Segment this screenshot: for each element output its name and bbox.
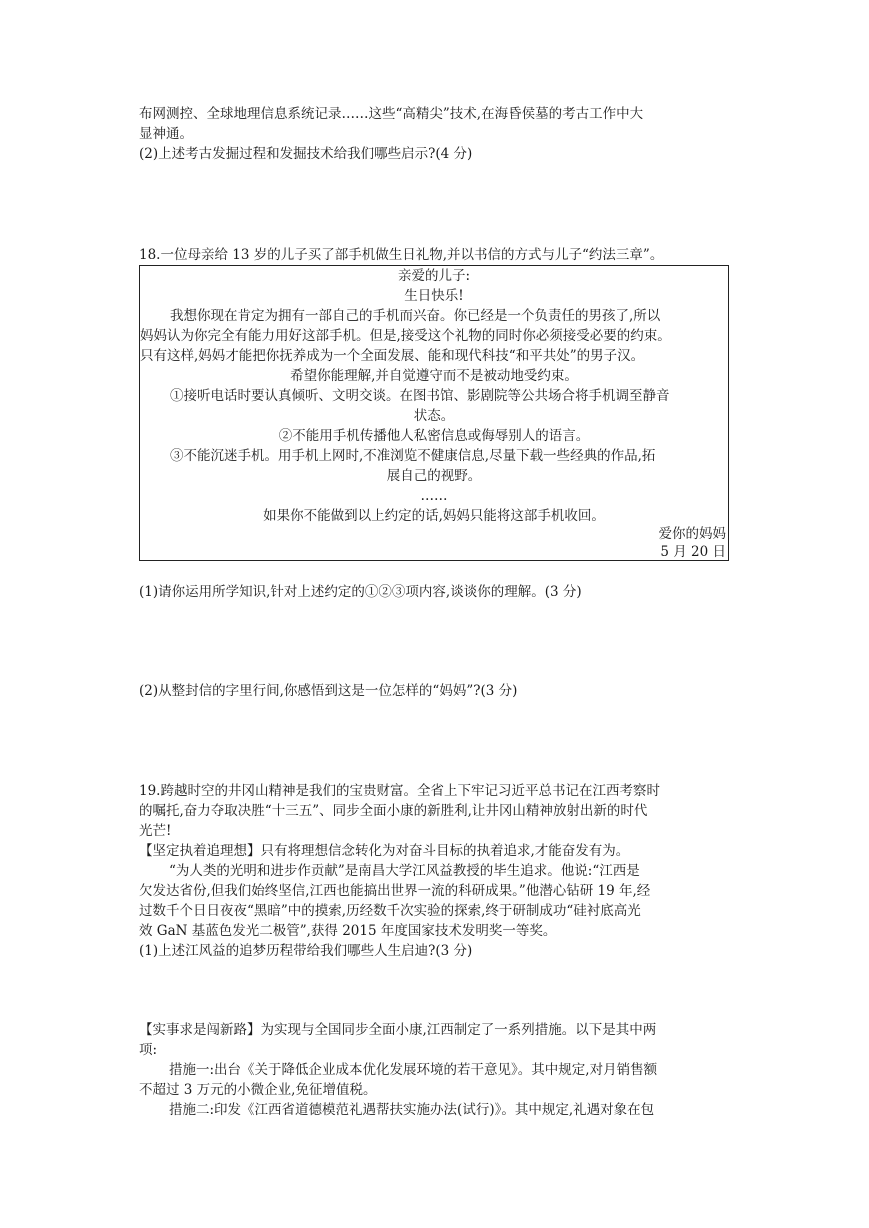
q19-measure-1: 措施一:出台《关于降低企业成本优化发展环境的若干意见》。其中规定,对月销售额 (169, 1062, 658, 1078)
q19-paragraph-line: 效 GaN 基蓝色发光二极管”,获得 2015 年度国家技术发明奖一等奖。 (139, 923, 557, 939)
q17-subquestion-2: (2)上述考古发掘过程和发掘技术给我们哪些启示?(4 分) (139, 146, 473, 162)
q19-subquestion-1: (1)上述江风益的追梦历程带给我们哪些人生启迪?(3 分) (139, 943, 473, 959)
q19-measure-1-cont: 不超过 3 万元的小微企业,免征增值税。 (139, 1082, 377, 1098)
q19-section-heading-2: 【实事求是闯新路】为实现与全国同步全面小康,江西制定了一系列措施。以下是其中两 (139, 1022, 657, 1038)
letter-rule-1-cont: 状态。 (413, 408, 455, 424)
letter-ellipsis: …… (420, 488, 448, 504)
letter-date: 5 月 20 日 (660, 544, 726, 560)
letter-salutation: 亲爱的儿子: (397, 268, 471, 284)
letter-greeting: 生日快乐! (404, 288, 464, 304)
letter-rule-2: ②不能用手机传播他人私密信息或侮辱别人的语言。 (278, 428, 590, 444)
letter-paragraph-line: 妈妈认为你完全有能力用好这部手机。但是,接受这个礼物的同时你必须接受必要的约束。 (140, 328, 671, 344)
q18-subquestion-1: (1)请你运用所学知识,针对上述约定的①②③项内容,谈谈你的理解。(3 分) (139, 584, 582, 600)
letter-rule-1: ①接听电话时要认真倾听、文明交谈。在图书馆、影剧院等公共场合将手机调至静音 (170, 388, 670, 404)
q19-paragraph-line: 过数千个日日夜夜“黑暗”中的摸索,历经数千次实验的探索,终于研制成功“硅衬底高光 (139, 903, 641, 919)
letter-paragraph-line: 只有这样,妈妈才能把你抚养成为一个全面发展、能和现代科技“和平共处”的男子汉。 (140, 348, 645, 364)
letter-paragraph-line: 我想你现在肯定为拥有一部自己的手机而兴奋。你已经是一个负责任的男孩了,所以 (170, 308, 661, 324)
letter-paragraph-line: 希望你能理解,并自觉遵守而不是被动地受约束。 (290, 368, 578, 384)
letter-box (139, 265, 729, 561)
q19-paragraph-line: “为人类的光明和进步作贡献”是南昌大学江风益教授的毕生追求。他说:“江西是 (169, 863, 640, 879)
letter-signature: 爱你的妈妈 (658, 526, 726, 542)
q17-text-line: 显神通。 (139, 126, 193, 142)
q19-stem-line: 的嘱托,奋力夺取决胜“十三五”、同步全面小康的新胜利,让井冈山精神放射出新的时代 (139, 803, 648, 819)
q17-text-line: 布网测控、全球地理信息系统记录……这些“高精尖”技术,在海昏侯墓的考古工作中大 (139, 106, 644, 122)
q19-stem-line: 19.跨越时空的井冈山精神是我们的宝贵财富。全省上下牢记习近平总书记在江西考察时 (139, 783, 660, 799)
letter-closing: 如果你不能做到以上约定的话,妈妈只能将这部手机收回。 (263, 508, 605, 524)
letter-rule-3: ③不能沉迷手机。用手机上网时,不准浏览不健康信息,尽量下载一些经典的作品,拓 (170, 448, 656, 464)
q18-stem: 18.一位母亲给 13 岁的儿子买了部手机做生日礼物,并以书信的方式与儿子“约法三章”。 (139, 247, 664, 263)
q19-section-heading-2-cont: 项: (139, 1042, 158, 1058)
q19-section-heading-1: 【坚定执着追理想】只有将理想信念转化为对奋斗目标的执着追求,才能奋发有为。 (139, 843, 630, 859)
q19-paragraph-line: 欠发达省份,但我们始终坚信,江西也能搞出世界一流的科研成果。”他潜心钻研 19 年,经 (139, 883, 651, 899)
q19-stem-line: 光芒! (139, 823, 172, 839)
q19-measure-2: 措施二:印发《江西省道德模范礼遇帮扶实施办法(试行)》。其中规定,礼遇对象在包 (169, 1102, 655, 1118)
q18-subquestion-2: (2)从整封信的字里行间,你感悟到这是一位怎样的“妈妈”?(3 分) (139, 683, 518, 699)
letter-rule-3-cont: 展自己的视野。 (386, 468, 482, 484)
